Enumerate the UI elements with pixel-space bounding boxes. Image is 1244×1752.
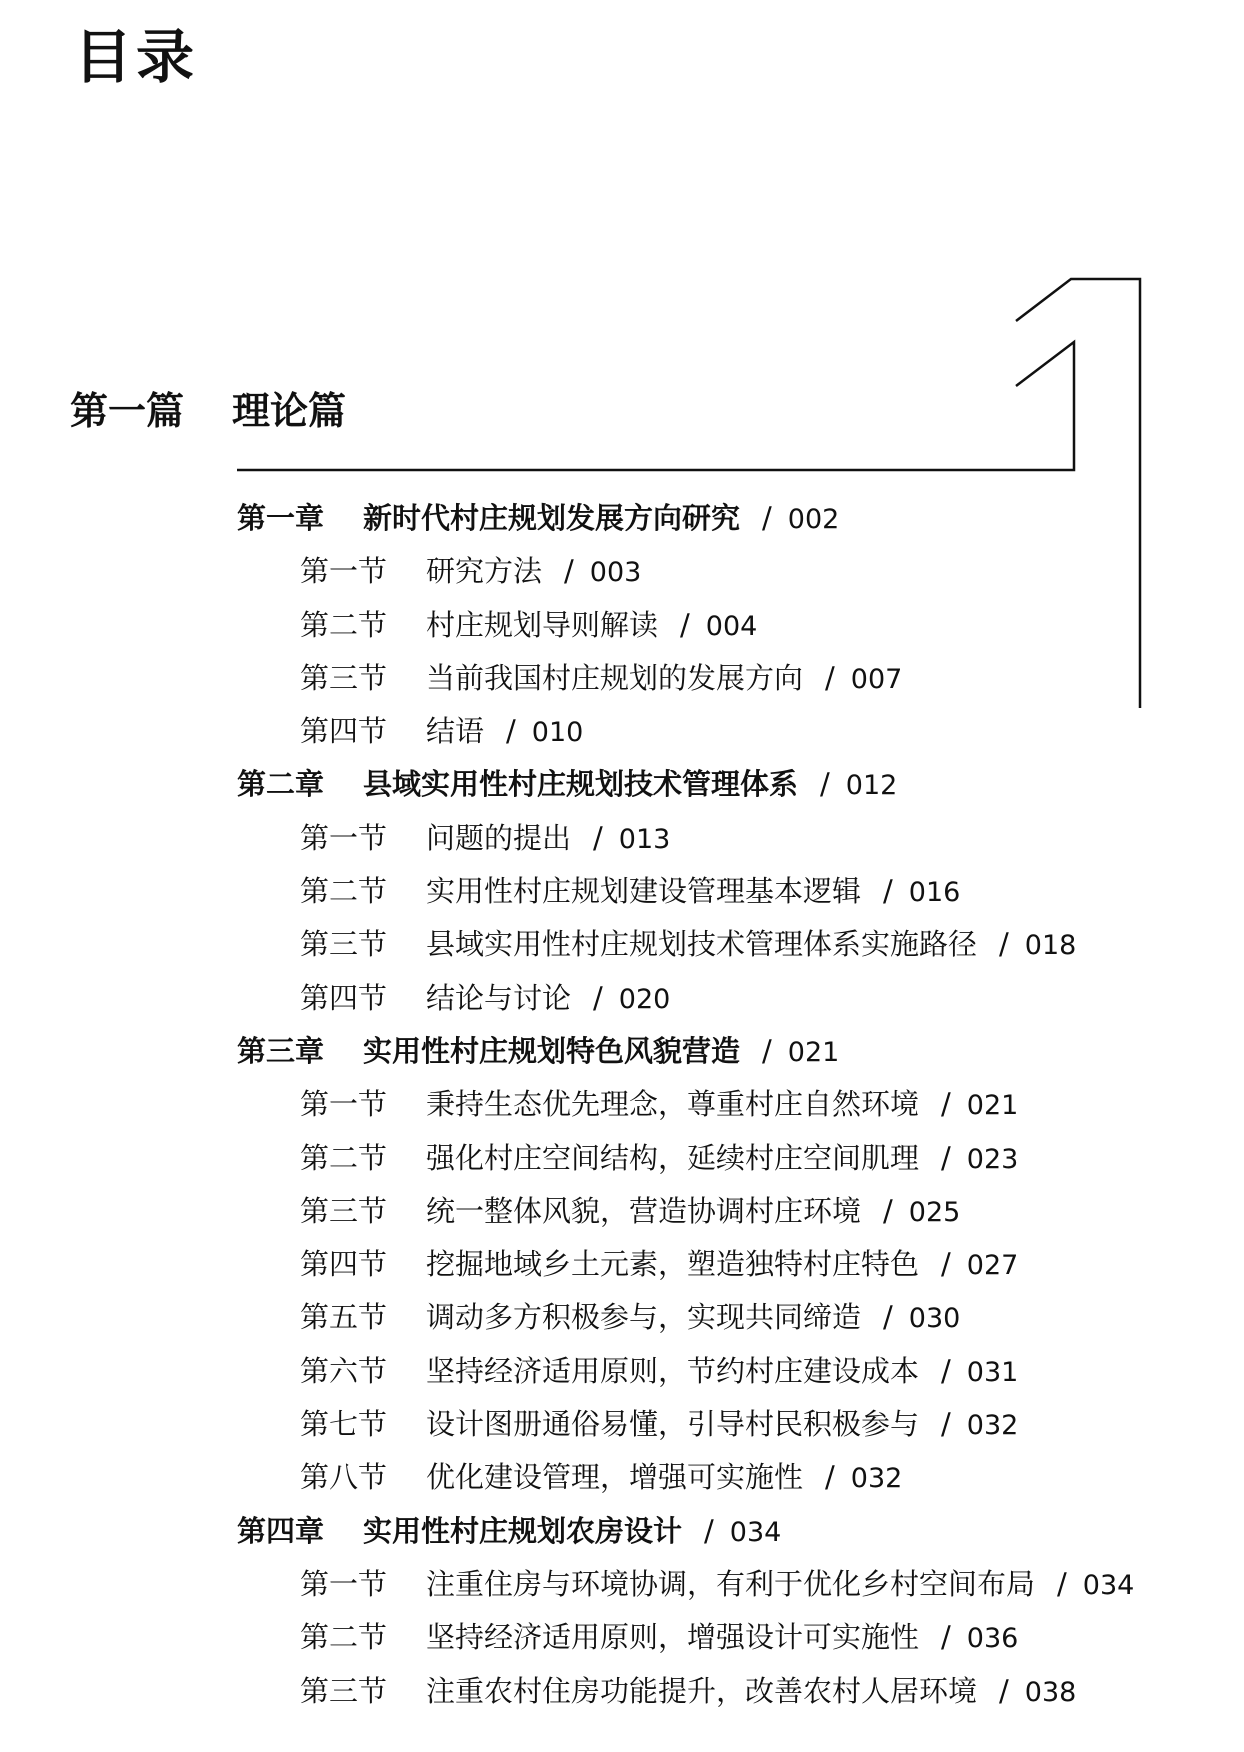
section-title: 设计图册通俗易懂，引导村民积极参与 bbox=[426, 1407, 920, 1442]
part-name: 理论篇 bbox=[232, 389, 347, 433]
page-separator: / bbox=[883, 874, 893, 909]
chapter-number: 第四章 bbox=[237, 1513, 325, 1548]
part-number: 第一篇 bbox=[70, 389, 185, 433]
chapter-number: 第三章 bbox=[237, 1033, 325, 1068]
toc-chapter-entry[interactable] bbox=[0, 492, 1244, 545]
page-separator: / bbox=[941, 1140, 951, 1175]
section-title: 注重农村住房功能提升，改善农村人居环境 bbox=[426, 1673, 978, 1708]
section-number: 第二节 bbox=[300, 607, 388, 642]
page-title: 目录 bbox=[74, 23, 199, 91]
toc-section-entry[interactable] bbox=[0, 1078, 1244, 1131]
toc-section-entry[interactable] bbox=[0, 1665, 1244, 1718]
section-number: 第八节 bbox=[300, 1460, 388, 1495]
toc-section-entry[interactable] bbox=[0, 1238, 1244, 1291]
page-separator: / bbox=[593, 980, 603, 1015]
page-number: 031 bbox=[966, 1356, 1019, 1388]
section-title: 调动多方积极参与，实现共同缔造 bbox=[426, 1300, 862, 1335]
page-separator: / bbox=[999, 1673, 1009, 1708]
page-number: 023 bbox=[966, 1143, 1019, 1175]
section-number: 第七节 bbox=[300, 1407, 388, 1442]
page-separator: / bbox=[820, 767, 830, 802]
section-title: 结论与讨论 bbox=[426, 980, 572, 1015]
toc-section-entry[interactable] bbox=[0, 1451, 1244, 1504]
section-number: 第一节 bbox=[300, 1087, 388, 1122]
page-separator: / bbox=[999, 927, 1009, 962]
section-number: 第三节 bbox=[300, 1193, 388, 1228]
page-separator: / bbox=[762, 501, 772, 535]
page-separator: / bbox=[825, 1460, 835, 1495]
section-number: 第四节 bbox=[300, 980, 388, 1015]
page-separator: / bbox=[762, 1033, 772, 1068]
toc-section-entry[interactable] bbox=[0, 1291, 1244, 1344]
section-title: 县域实用性村庄规划技术管理体系实施路径 bbox=[426, 927, 978, 962]
page-number: 025 bbox=[908, 1196, 961, 1228]
toc-section-entry[interactable] bbox=[0, 652, 1244, 705]
section-number: 第四节 bbox=[300, 1247, 388, 1282]
section-title: 秉持生态优先理念，尊重村庄自然环境 bbox=[426, 1087, 920, 1122]
section-title: 结语 bbox=[426, 714, 485, 749]
page-number: 007 bbox=[850, 663, 903, 695]
page-number: 018 bbox=[1024, 930, 1077, 962]
chapter-title: 实用性村庄规划农房设计 bbox=[363, 1513, 683, 1548]
page-number: 020 bbox=[618, 983, 671, 1015]
section-number: 第三节 bbox=[300, 1673, 388, 1708]
toc-section-entry[interactable] bbox=[0, 705, 1244, 758]
page-number: 032 bbox=[966, 1410, 1019, 1442]
section-title: 统一整体风貌，营造协调村庄环境 bbox=[426, 1193, 862, 1228]
section-title: 当前我国村庄规划的发展方向 bbox=[426, 660, 804, 695]
toc-section-entry[interactable] bbox=[0, 545, 1244, 598]
page-separator: / bbox=[883, 1300, 893, 1335]
section-number: 第四节 bbox=[300, 714, 388, 749]
section-number: 第二节 bbox=[300, 874, 388, 909]
page-number: 038 bbox=[1024, 1676, 1077, 1708]
page-number: 016 bbox=[908, 877, 961, 909]
section-number: 第三节 bbox=[300, 927, 388, 962]
page-number: 010 bbox=[531, 717, 584, 749]
section-number: 第五节 bbox=[300, 1300, 388, 1335]
section-title: 研究方法 bbox=[426, 554, 543, 589]
section-title: 坚持经济适用原则，增强设计可实施性 bbox=[426, 1620, 920, 1655]
section-number: 第二节 bbox=[300, 1620, 388, 1655]
section-number: 第三节 bbox=[300, 660, 388, 695]
page-separator: / bbox=[1057, 1566, 1067, 1601]
page-number: 027 bbox=[966, 1250, 1019, 1282]
page-number: 034 bbox=[729, 1516, 782, 1548]
section-number: 第二节 bbox=[300, 1140, 388, 1175]
section-title: 优化建设管理，增强可实施性 bbox=[426, 1460, 804, 1495]
chapter-title: 县域实用性村庄规划技术管理体系 bbox=[363, 767, 799, 802]
page-number: 012 bbox=[845, 770, 898, 802]
page-number: 036 bbox=[966, 1623, 1019, 1655]
page-number: 013 bbox=[618, 823, 671, 855]
page-number: 030 bbox=[908, 1303, 961, 1335]
chapter-title: 实用性村庄规划特色风貌营造 bbox=[363, 1033, 741, 1068]
chapter-title: 新时代村庄规划发展方向研究 bbox=[363, 501, 741, 535]
page-separator: / bbox=[941, 1247, 951, 1282]
page-separator: / bbox=[506, 714, 516, 749]
section-number: 第一节 bbox=[300, 1566, 388, 1601]
toc-section-entry[interactable] bbox=[0, 865, 1244, 918]
page-separator: / bbox=[941, 1407, 951, 1442]
toc-chapter-entry[interactable] bbox=[0, 1025, 1244, 1078]
page-separator: / bbox=[883, 1193, 893, 1228]
page-number: 003 bbox=[589, 557, 642, 589]
toc-section-entry[interactable] bbox=[0, 1398, 1244, 1451]
toc-section-entry[interactable] bbox=[0, 1185, 1244, 1238]
section-number: 第一节 bbox=[300, 554, 388, 589]
toc-chapter-entry[interactable] bbox=[0, 1505, 1244, 1558]
page-separator: / bbox=[680, 607, 690, 642]
toc-section-entry[interactable] bbox=[0, 1611, 1244, 1664]
part-heading bbox=[70, 389, 347, 433]
page-number: 002 bbox=[787, 504, 840, 535]
page-number: 021 bbox=[966, 1090, 1019, 1122]
emblem-inner-stroke bbox=[237, 342, 1074, 470]
section-title: 村庄规划导则解读 bbox=[426, 607, 659, 642]
toc-section-entry[interactable] bbox=[0, 1558, 1244, 1611]
page-number: 032 bbox=[850, 1463, 903, 1495]
page-number: 021 bbox=[787, 1036, 840, 1068]
chapter-number: 第一章 bbox=[237, 501, 325, 535]
section-title: 问题的提出 bbox=[426, 820, 572, 855]
toc-section-entry[interactable] bbox=[0, 972, 1244, 1025]
toc-section-entry[interactable] bbox=[0, 1345, 1244, 1398]
page-separator: / bbox=[564, 554, 574, 589]
section-number: 第一节 bbox=[300, 820, 388, 855]
toc-section-entry[interactable] bbox=[0, 812, 1244, 865]
section-title: 坚持经济适用原则，节约村庄建设成本 bbox=[426, 1353, 920, 1388]
section-title: 强化村庄空间结构，延续村庄空间肌理 bbox=[426, 1140, 920, 1175]
page-separator: / bbox=[825, 660, 835, 695]
section-title: 实用性村庄规划建设管理基本逻辑 bbox=[426, 874, 862, 909]
page-separator: / bbox=[941, 1087, 951, 1122]
toc-section-entry[interactable] bbox=[0, 918, 1244, 971]
table-of-contents bbox=[0, 492, 1244, 1718]
toc-section-entry[interactable] bbox=[0, 599, 1244, 652]
section-title: 注重住房与环境协调，有利于优化乡村空间布局 bbox=[426, 1566, 1036, 1601]
chapter-number: 第二章 bbox=[237, 767, 325, 802]
section-title: 挖掘地域乡土元素，塑造独特村庄特色 bbox=[426, 1247, 920, 1282]
section-number: 第六节 bbox=[300, 1353, 388, 1388]
page-separator: / bbox=[941, 1620, 951, 1655]
page-separator: / bbox=[593, 820, 603, 855]
page-number: 004 bbox=[705, 610, 758, 642]
toc-chapter-entry[interactable] bbox=[0, 758, 1244, 811]
page-number: 034 bbox=[1082, 1569, 1135, 1601]
toc-section-entry[interactable] bbox=[0, 1132, 1244, 1185]
page-separator: / bbox=[704, 1513, 714, 1548]
page-separator: / bbox=[941, 1353, 951, 1388]
